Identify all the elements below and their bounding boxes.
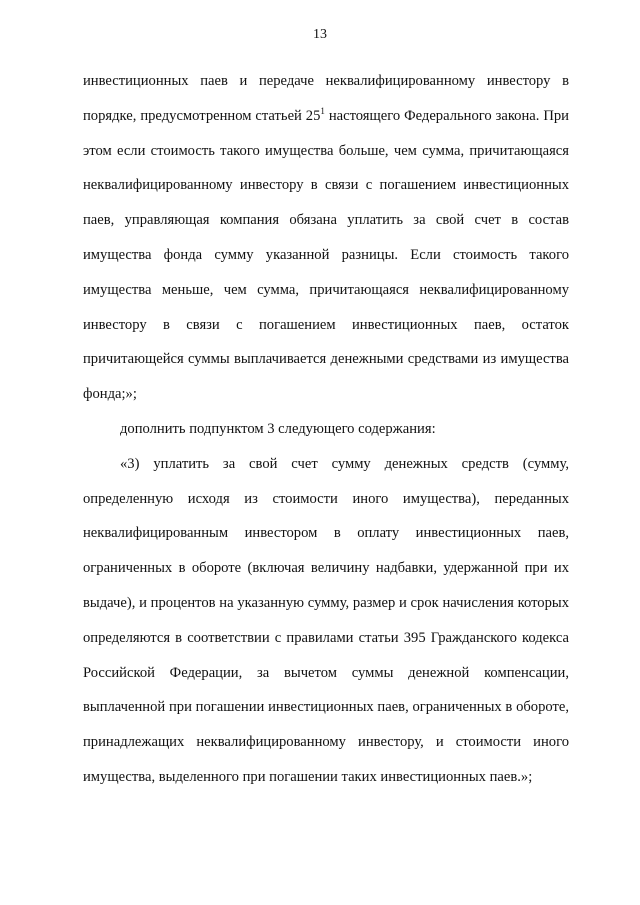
paragraph-amendment-intro: дополнить подпунктом 3 следующего содержания: xyxy=(120,420,436,437)
page-number: 13 xyxy=(313,27,327,42)
paragraph-1-text-end: настоящего Федерального закона. При этом если стоимость такого имущества больше, чем сумма, причитающаяся неквалифицированному инвестору в связи с погашением инвестиционных паев, управляющая компания обязана уплатить за свой счет в состав имущества фонда сумму указанной разницы. Если стоимость такого имущества меньше, чем сумма, причитающаяся неквалифицированному инвестору в связи с погашением инвестиционных паев, остаток причитающейся суммы выплачивается денежными средствами из имущества фонда;»; xyxy=(83,107,569,403)
article-superscript: 1 xyxy=(320,105,325,116)
document-body xyxy=(83,64,569,795)
paragraph-subpoint-3: «3) уплатить за свой счет сумму денежных средств (сумму, определенную исходя из стоимости иного имущества), переданных неквалифицированным инвестором в оплату инвестиционных паев, ограниченных в обороте (включая величину надбавки, удержанной при их выдаче), и процентов на указанную сумму, размер и срок начисления которых определяются в соответствии с правилами статьи 395 Гражданского кодекса Российской Федерации, за вычетом суммы денежной компенсации, выплаченной при погашении инвестиционных паев, ограниченных в обороте, принадлежащих неквалифицированному инвестору, и стоимости иного имущества, выделенного при погашении таких инвестиционных паев.»; xyxy=(83,455,569,785)
paragraph-1-text-start: инвестиционных паев и передаче неквалифицированному инвестору в порядке, предусмотренном статьей 25 xyxy=(83,73,569,124)
paragraph-continuation xyxy=(83,64,569,412)
